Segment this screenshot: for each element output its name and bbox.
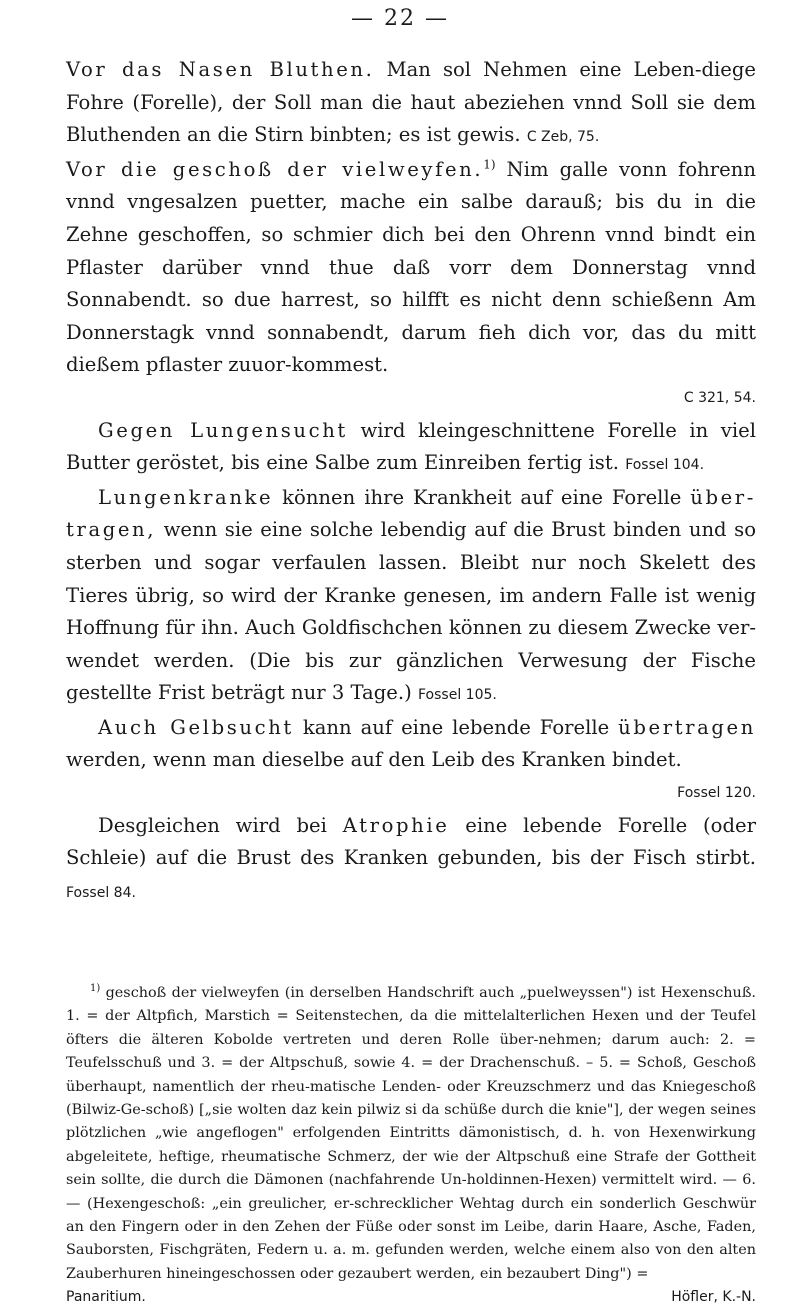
paragraph-text-a: kann auf eine lebende Forelle	[293, 715, 619, 739]
footnote-number: 1)	[90, 983, 101, 995]
source-reference: Fossel 120.	[677, 785, 756, 802]
paragraph-text-a: Desgleichen wird bei	[98, 813, 343, 837]
footnote-text: geschoß der vielweyfen (in derselben Handschrift auch „puelweyssen") ist Hexenschuß. 1. = der Altpfich, Marstich = Seitenstechen, da die mittelalterlichen Hexen und der Teufel öfters die älteren Kobolde vertreten und deren Rolle über-nehmen; darum auch: 2. = Teufelsschuß und 3. = der Altpschuß, sowie 4. = der Drachenschuß. – 5. = Schoß, Geschoß überhaupt, namentlich der rheu-matische Lenden- oder Kreuzschmerz und das Kniegeschoß (Bilwiz-Ge-schoß) [„sie wolten daz kein pilwiz si da schüße durch die knie"], der wegen seines plötzlichen „wie angeflogen" erfolgenden Eintritts dämonistisch, d. h. von Hexenwirkung abgeleitete, heftige, rheumatische Schmerz, der wie der Altpschuß eine Strafe der Gottheit sein sollte, die durch die Dämonen (nachfahrende Un-holdinnen-Hexen) vermittelt wird. — 6. — (Hexengeschoß: „ein greulicher, er-schrecklicher Wehtag durch ein sonderlich Geschwür an den Fingern oder in den Zehen der Füße oder sonst im Leibe, darin Haare, Asche, Faden, Sauborsten, Fischgräten, Federn u. a. m. gefunden werden, welche einem also von den alten Zauberhuren hineingeschossen oder gezaubert werden, ein bezaubert Ding") =	[66, 985, 756, 1282]
paragraph-lead: Vor die geschoß der vielweyfen.	[66, 157, 484, 181]
paragraph-text: werden, wenn man dieselbe auf den Leib des Kranken bindet.	[66, 748, 682, 772]
paragraph-gelbsucht	[66, 712, 756, 810]
paragraph-lead: Vor das Nasen Bluthen.	[66, 58, 375, 81]
main-text	[66, 54, 756, 909]
paragraph-text-a: können ihre Krankheit auf eine Forelle	[273, 485, 691, 509]
paragraph-lead: Gegen Lungensucht	[98, 418, 348, 442]
paragraph-text: wird kleingeschnittene Forelle in viel Butter geröstet, bis eine Salbe zum Einreiben fertig ist.	[66, 418, 756, 475]
paragraph-lead: Lungenkranke	[98, 485, 274, 509]
paragraph-emphasis: Atrophie	[342, 813, 450, 837]
footnote-paragraph	[66, 982, 756, 1310]
paragraph-lungenkranke	[66, 482, 756, 712]
paragraph-text: wenn sie eine solche lebendig auf die Brust binden und so sterben und sogar verfaulen lassen. Bleibt nur noch Skelett des Tieres übrig, so wird der Kranke genesen, im andern Falle ist wenig Hoffnung für ihn. Auch Goldfischchen können zu diesem Zwecke ver-wendet werden. (Die bis zur gänzlichen Verwesung der Fische gestellte Frist beträgt nur 3 Tage.)	[66, 518, 756, 705]
paragraph-nose-bleeding	[66, 54, 756, 154]
paragraph-geschoss	[66, 154, 756, 415]
footnote-marker: 1)	[483, 157, 496, 172]
paragraph-lungensucht	[66, 415, 756, 482]
footnote-signature: Höfler, K.-N.	[671, 1289, 756, 1306]
paragraph-emphasis: über-tragen,	[66, 485, 756, 542]
source-reference: C Zeb, 75.	[526, 129, 600, 146]
paragraph-text: Nim galle vonn fohrenn vnnd vngesalzen puetter, mache ein salbe darauß; bis du in die Zehne geschoffen, so schmier dich bei den Ohrenn vnnd bindt ein Pflaster darüber vnnd thue daß vorr dem Donnerstag vnnd Sonnabendt. so due harrest, so hilfft es nicht denn schießenn Am Donnerstagk vnnd sonnabendt, darum fieh dich vor, das du mitt dießem pflaster zuuor-kommest.	[66, 157, 756, 377]
footnote-last-word: Panaritium.	[66, 1289, 146, 1306]
source-reference: Fossel 105.	[418, 687, 497, 704]
page-number: — 22 —	[351, 6, 449, 31]
paragraph-lead: Auch Gelbsucht	[98, 715, 294, 739]
source-reference: Fossel 84.	[66, 884, 136, 901]
paragraph-emphasis: übertragen	[618, 715, 756, 739]
footnote	[66, 982, 756, 1310]
paragraph-atrophie	[66, 810, 756, 910]
paragraph-text: Man sol Nehmen eine Leben-diege Fohre (Forelle), der Soll man die haut abeziehen vnnd Soll sie dem Bluthenden an die Stirn binbten; es ist gewis.	[66, 58, 756, 147]
source-reference: Fossel 104.	[625, 457, 705, 474]
paragraph-text: eine lebende Forelle (oder Schleie) auf die Brust des Kranken gebunden, bis der Fisch stirbt.	[66, 813, 756, 870]
source-reference: C 321, 54.	[683, 389, 756, 406]
